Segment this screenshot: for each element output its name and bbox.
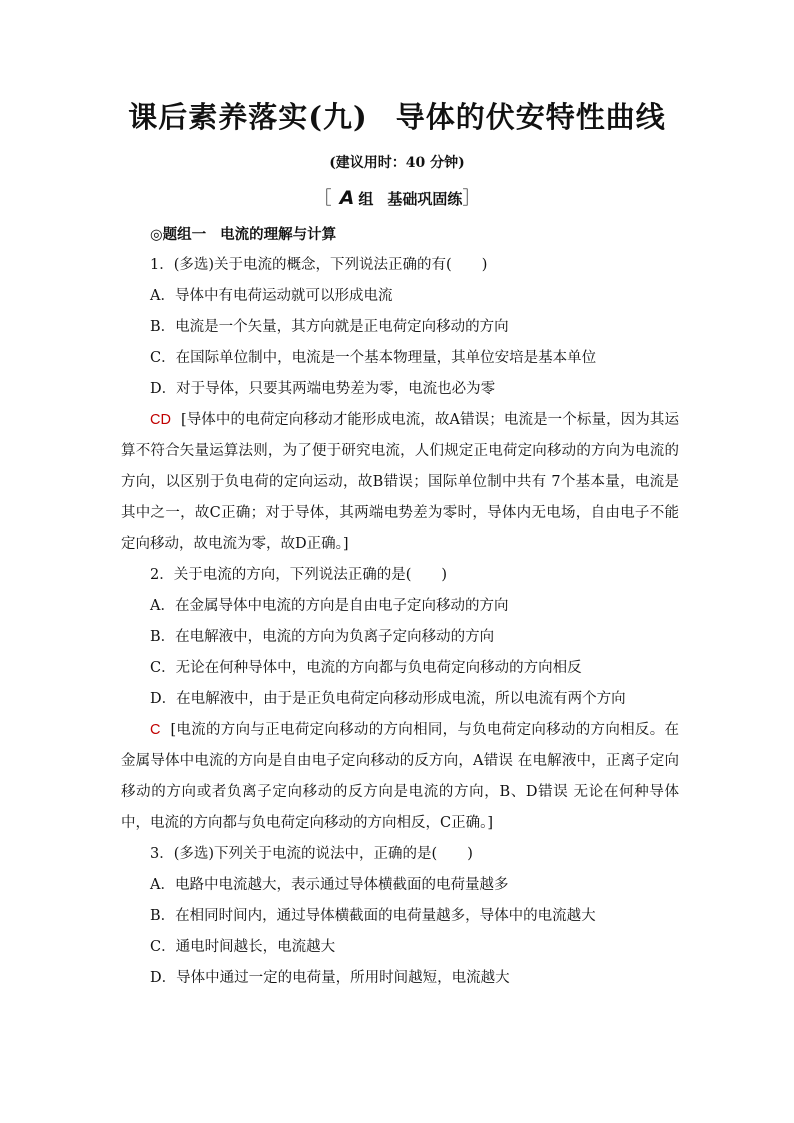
section-heading bbox=[121, 219, 679, 250]
option-b: B．在电解液中，电流的方向为负离子定向移动的方向 bbox=[150, 629, 495, 645]
option-d: D．导体中通过一定的电荷量，所用时间越短，电流越大 bbox=[150, 970, 510, 986]
answer-explanation bbox=[121, 405, 679, 560]
suggested-time: (建议用时：40 分钟) bbox=[329, 155, 465, 171]
option-c: C．通电时间越长，电流越大 bbox=[150, 939, 336, 955]
section-title: 电流的理解与计算 bbox=[220, 226, 337, 243]
option-a: A．在金属导体中电流的方向是自由电子定向移动的方向 bbox=[150, 598, 509, 614]
answer-key: C bbox=[150, 722, 161, 738]
group-heading bbox=[0, 185, 794, 212]
option-c: C．无论在何种导体中，电流的方向都与负电荷定向移动的方向相反 bbox=[150, 660, 582, 676]
group-name: 基础巩固练 bbox=[387, 190, 463, 208]
group-close-bracket: ］ bbox=[462, 188, 481, 209]
group-label: 组 bbox=[358, 190, 374, 208]
question-content bbox=[121, 219, 679, 994]
option-b: B．在相同时间内，通过导体横截面的电荷量越多，导体中的电流越大 bbox=[150, 908, 596, 924]
title-topic: 导体的伏安特性曲线 bbox=[395, 100, 666, 134]
option-d: D．对于导体，只要其两端电势差为零，电流也必为零 bbox=[150, 381, 496, 397]
option-a: A．导体中有电荷运动就可以形成电流 bbox=[150, 288, 393, 304]
explanation-text: [导体中的电荷定向移动才能形成电流，故A错误；电流是一个标量，因为其运算不符合矢量运算法则，为了便于研究电流，人们规定正电荷定向移动的方向为电流的方向，以区别于负电荷的定向运动，故B错误；国际单位制中共有 7个基本量，电流是其中之一，故C正确；对于导体，其两端电势差为零时，导体内无电场，自由电子不能定向移动，故电流为零，故D正确。] bbox=[121, 412, 679, 552]
page-title bbox=[0, 97, 794, 137]
option-a: A．电路中电流越大，表示通过导体横截面的电荷量越多 bbox=[150, 877, 509, 893]
question-stem: 2．关于电流的方向，下列说法正确的是( ) bbox=[150, 567, 448, 583]
group-letter: A bbox=[339, 187, 355, 209]
group-open-bracket: ［ bbox=[313, 188, 332, 209]
answer-key: CD bbox=[150, 412, 171, 428]
explanation-text: [电流的方向与正电荷定向移动的方向相同，与负电荷定向移动的方向相反。在金属导体中电流的方向是自由电子定向移动的反方向，A错误 在电解液中，正离子定向移动的方向或者负离子定向移动的反方向是电流的方向，B、D错误 无论在何种导体中，电流的方向都与负电荷定向移动的方向相反，C正确。] bbox=[121, 722, 679, 831]
question-stem: 3．(多选)下列关于电流的说法中，正确的是( ) bbox=[150, 846, 473, 862]
answer-explanation bbox=[121, 715, 679, 839]
option-d: D．在电解液中，由于是正负电荷定向移动形成电流，所以电流有两个方向 bbox=[150, 691, 626, 707]
title-main: 课后素养落实(九) bbox=[128, 100, 368, 134]
option-b: B．电流是一个矢量，其方向就是正电荷定向移动的方向 bbox=[150, 319, 509, 335]
question-stem: 1．(多选)关于电流的概念，下列说法正确的有( ) bbox=[150, 257, 488, 273]
option-c: C．在国际单位制中，电流是一个基本物理量，其单位安培是基本单位 bbox=[150, 350, 597, 366]
section-marker: ◎题组一 bbox=[150, 226, 207, 243]
